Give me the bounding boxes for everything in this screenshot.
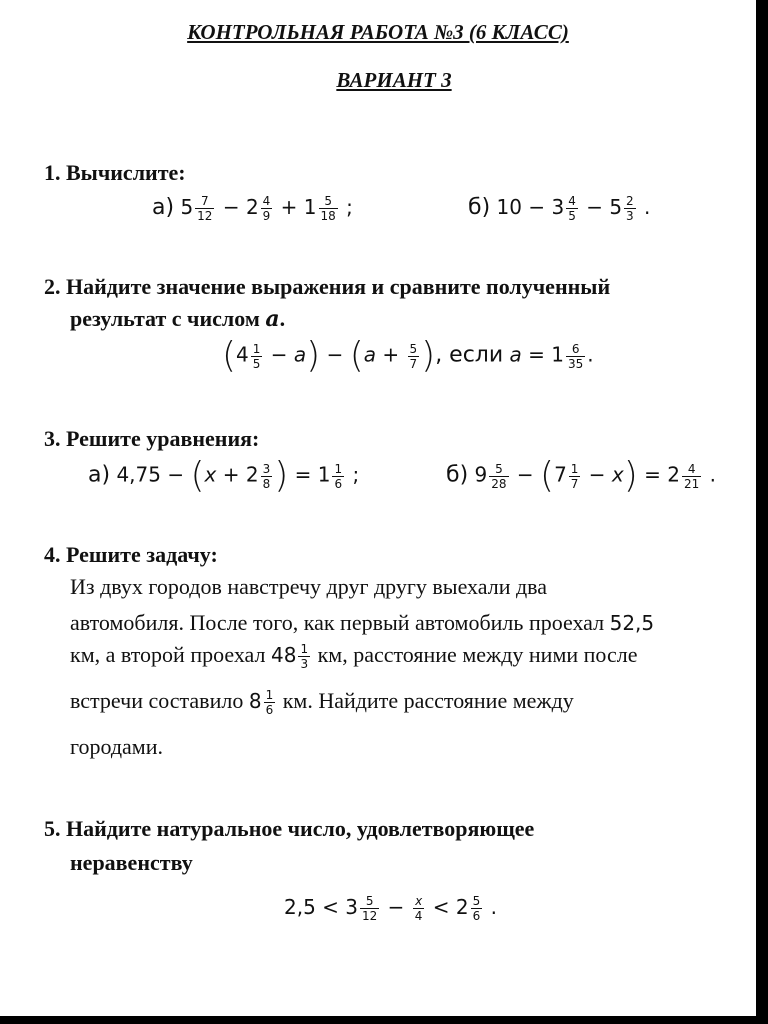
- task4-text-line1: Из двух городов навстречу друг другу выехали два: [70, 574, 548, 599]
- task4-text-line5: городами.: [70, 734, 163, 759]
- page-title: КОНТРОЛЬНАЯ РАБОТА №3 (6 КЛАСС): [187, 20, 569, 44]
- task2-heading-line2: результат с числом a.: [70, 306, 286, 332]
- task4-text-line2: автомобиля. После того, как первый автомобиль проехал 52,5: [70, 610, 655, 635]
- task2-expression: (4 $\frac{1}{5}$ − a) − (a + $\frac{5}{7}$ ), если a = 1 $\frac{6}{35}$ .: [222, 335, 594, 376]
- task3-equation-b: б) 9 $\frac{5}{28}$ − (7 $\frac{1}{7}$ − x) = 2 $\frac{4}{21}$ .: [446, 455, 717, 496]
- task4-text-line3: км, а второй проехал 48 $\frac{1}{3}$ км, расстояние между ними после: [70, 642, 638, 672]
- task1-expression-b: б) 10 − 3 $\frac{4}{5}$ − 5 $\frac{2}{3}$ .: [468, 194, 651, 223]
- task5-inequality: 2,5 < 3 $\frac{5}{12}$ − $\frac{x}{4}$ < 2 $\frac{5}{6}$ .: [284, 894, 498, 923]
- task2-heading-line1: 2. Найдите значение выражения и сравните полученный: [44, 274, 611, 299]
- task3-equation-a: а) 4,75 − (x + 2 $\frac{3}{8}$ ) = 1 $\frac{1}{6}$ ;: [88, 455, 360, 496]
- task4-text-line4: встречи составило 8 $\frac{1}{6}$ км. Найдите расстояние между: [70, 688, 574, 718]
- task5-heading-line2: неравенству: [70, 850, 193, 875]
- variant-title: ВАРИАНТ 3: [336, 68, 452, 92]
- task1-heading: 1. Вычислите:: [44, 160, 186, 185]
- task4-heading: 4. Решите задачу:: [44, 542, 218, 567]
- task1-expression-a: а) 5 $\frac{7}{12}$ − 2 $\frac{4}{9}$ + 1 $\frac{5}{18}$ ;: [152, 194, 353, 223]
- task3-heading: 3. Решите уравнения:: [44, 426, 260, 451]
- task5-heading-line1: 5. Найдите натуральное число, удовлетворяющее: [44, 816, 535, 841]
